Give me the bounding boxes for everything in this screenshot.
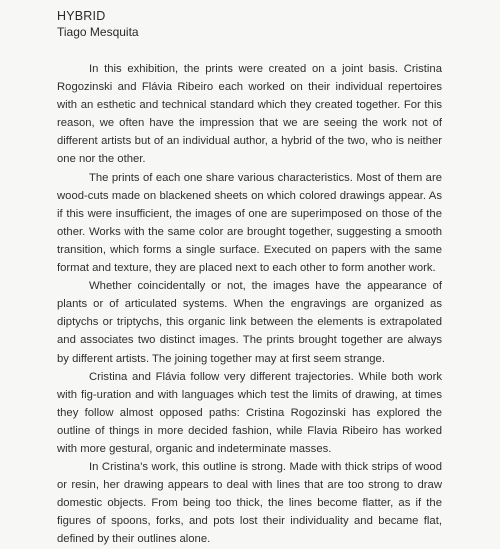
essay-body [57, 60, 442, 549]
paragraph: In Cristina's work, this outline is strong. Made with thick strips of wood or resin, her drawing appears to deal with lines that are too strong to draw domestic objects. From being too thick, the lines become flatter, as if the figures of spoons, forks, and pots lost their individuality and became flat, defined by their outlines alone. [57, 461, 442, 546]
author-name: Tiago Mesquita [57, 25, 139, 39]
paragraph: In this exhibition, the prints were created on a joint basis. Cristina Rogozinski and Flávia Ribeiro each worked on their individual repertoires with an esthetic and technical standard which they created together. For this reason, we often have the impression that we are seeing the work not of different artists but of an individual author, a hybrid of the two, who is neither one nor the other. [57, 63, 442, 166]
paragraph: The prints of each one share various characteristics. Most of them are wood-cuts made on blackened sheets on which colored drawings appear. As if this were insufficient, the images of one are superimposed on those of the other. Works with the same color are brought together, suggesting a smooth transition, which forms a single surface. Executed on papers with the same format and texture, they are placed next to each other to form another work. [57, 171, 442, 275]
paragraph: Whether coincidentally or not, the images have the appearance of plants or of articulated systems. When the engravings are organized as diptychs or triptychs, this organic link between the elements is extrapolated and associates two distinct images. The prints brought together are always by different artists. The joining together may at first seem strange. [57, 280, 442, 365]
document-title: HYBRID [57, 9, 106, 23]
paragraph: Cristina and Flávia follow very different trajectories. While both work with fig-uration and with languages which test the limits of drawing, at times they follow almost opposed paths: Cristina Rogozinski has explored the outline of things in more decided fashion, while Flavia Ribeiro has worked with more gestural, organic and indeterminate masses. [57, 370, 442, 455]
